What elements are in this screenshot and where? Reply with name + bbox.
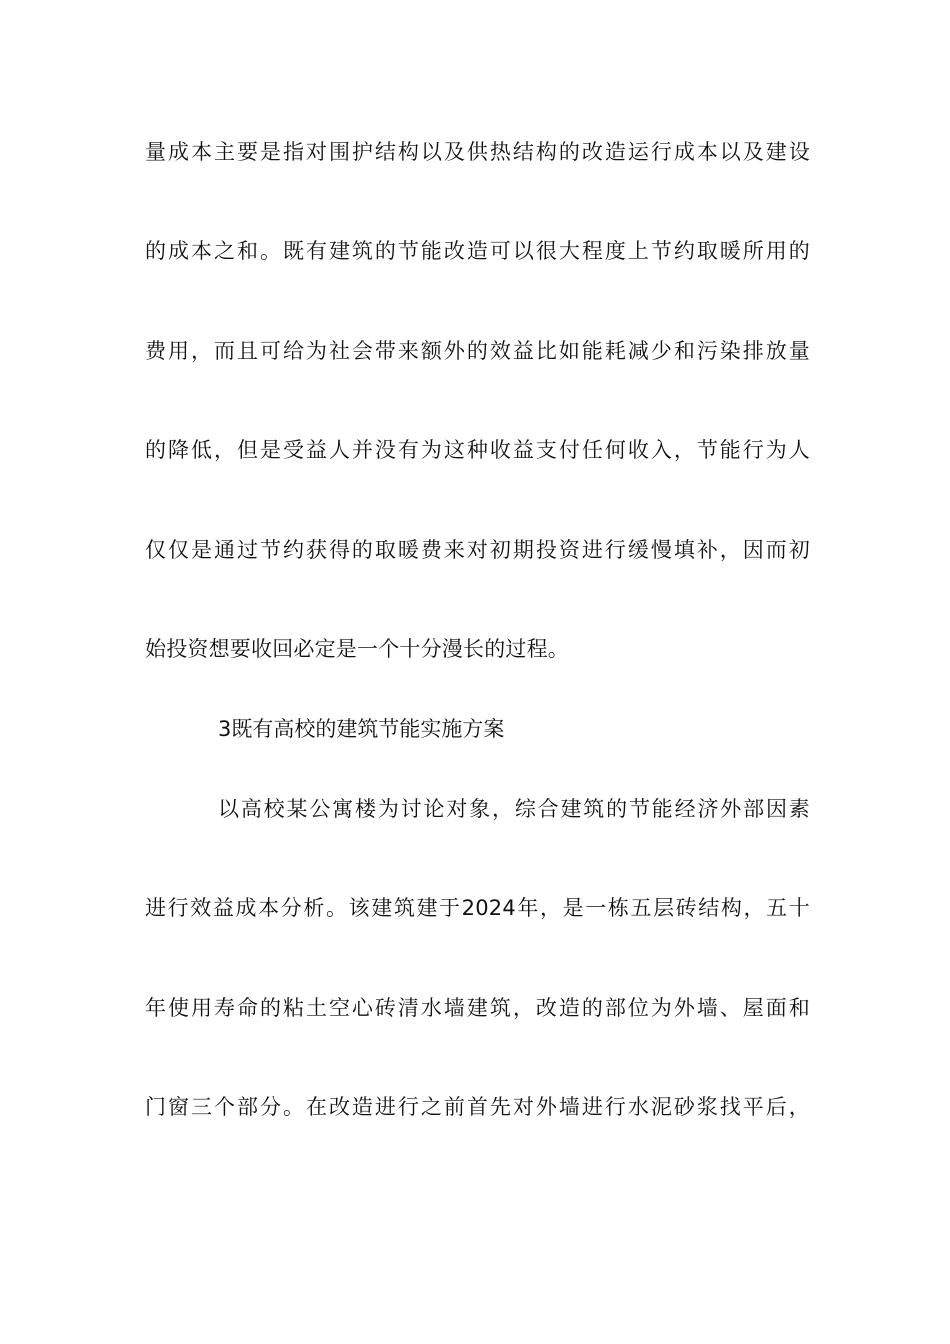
paragraph-2-line-3: 年使用寿命的粘土空心砖清水墙建筑，改造的部位为外墙、屋面和 [145, 996, 810, 1020]
paragraph-2-line-2: 进行效益成本分析。该建筑建于2024年，是一栋五层砖结构，五十 [145, 896, 810, 920]
paragraph-1-line-1: 量成本主要是指对围护结构以及供热结构的改造运行成本以及建设 [145, 140, 810, 164]
paragraph-2-line-1: 以高校某公寓楼为讨论对象，综合建筑的节能经济外部因素 [218, 797, 810, 821]
section-heading: 3既有高校的建筑节能实施方案 [218, 717, 505, 741]
paragraph-1-line-6: 始投资想要收回必定是一个十分漫长的过程。 [145, 637, 569, 661]
paragraph-1-line-5: 仅仅是通过节约获得的取暖费来对初期投资进行缓慢填补，因而初 [145, 538, 810, 562]
paragraph-2-line-4: 门窗三个部分。在改造进行之前首先对外墙进行水泥砂浆找平后， [145, 1095, 810, 1119]
paragraph-1-line-3: 费用，而且可给为社会带来额外的效益比如能耗减少和污染排放量 [145, 339, 810, 363]
paragraph-1-line-2: 的成本之和。既有建筑的节能改造可以很大程度上节约取暖所用的 [145, 239, 810, 263]
paragraph-1-line-4: 的降低，但是受益人并没有为这种收益支付任何收入，节能行为人 [145, 438, 810, 462]
